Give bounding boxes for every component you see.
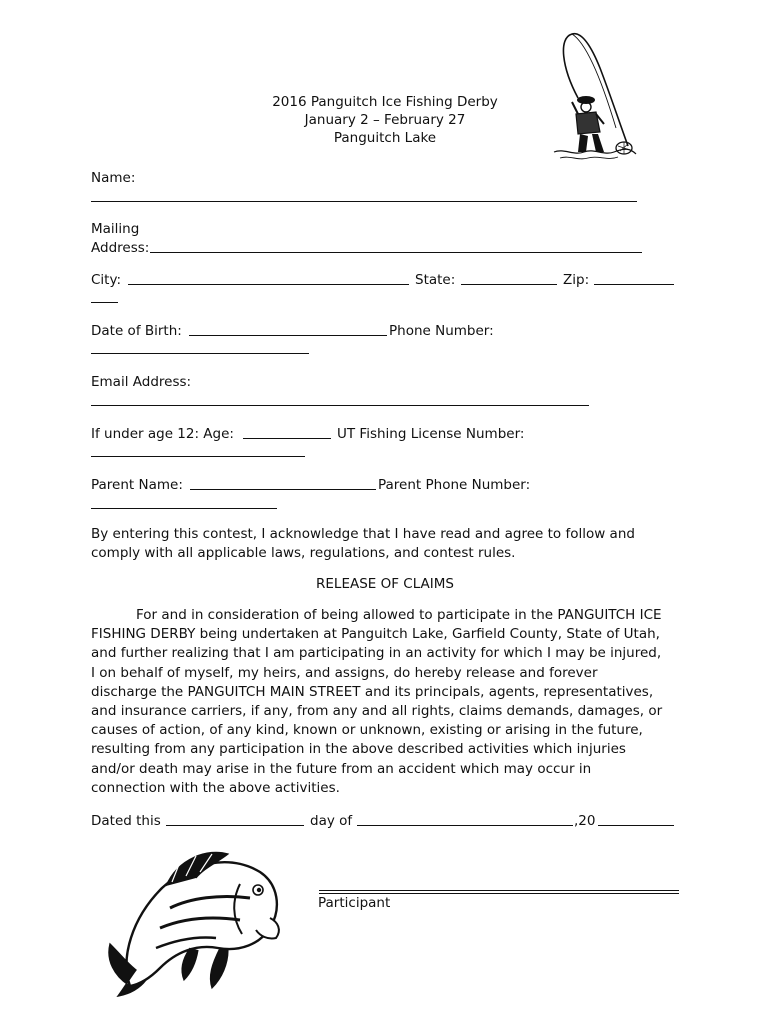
address-field[interactable] bbox=[150, 252, 642, 253]
release-line: causes of action, of any kind, known or unknown, existing or arising in the future, bbox=[91, 722, 643, 739]
dated-month-field[interactable] bbox=[357, 825, 573, 826]
zip-label: Zip: bbox=[563, 272, 590, 288]
acknowledgement-line: By entering this contest, I acknowledge that I have read and agree to follow and bbox=[91, 526, 635, 542]
dated-day-field[interactable] bbox=[166, 825, 304, 826]
license-field[interactable] bbox=[91, 456, 305, 457]
parent-name-label: Parent Name: bbox=[91, 477, 183, 493]
dated-year-field[interactable] bbox=[598, 825, 674, 826]
dob-field[interactable] bbox=[189, 335, 387, 336]
city-field[interactable] bbox=[128, 284, 409, 285]
release-line: and insurance carriers, if any, from any and all rights, claims demands, damages, or bbox=[91, 703, 663, 720]
parent-phone-field[interactable] bbox=[91, 508, 277, 509]
jumping-fish-illustration bbox=[100, 848, 285, 998]
release-heading: RELEASE OF CLAIMS bbox=[316, 576, 454, 592]
dob-label: Date of Birth: bbox=[91, 323, 182, 339]
parent-name-field[interactable] bbox=[190, 489, 376, 490]
release-line: For and in consideration of being allowed to participate in the PANGUITCH ICE bbox=[136, 607, 662, 623]
release-line: FISHING DERBY being undertaken at Panguitch Lake, Garfield County, State of Utah, bbox=[91, 626, 660, 643]
mailing-label: Mailing bbox=[91, 221, 140, 237]
zip-field-continued[interactable] bbox=[91, 302, 118, 303]
release-line: I on behalf of myself, my heirs, and assigns, do hereby release and forever bbox=[91, 664, 598, 681]
zip-field[interactable] bbox=[594, 284, 674, 285]
state-label: State: bbox=[415, 272, 456, 288]
release-line: and/or death may arise in the future from an accident which may occur in bbox=[91, 760, 592, 777]
email-label: Email Address: bbox=[91, 374, 192, 390]
name-label: Name: bbox=[91, 170, 136, 186]
dated-label: Dated this bbox=[91, 813, 161, 829]
derby-dates: January 2 – February 27 bbox=[304, 112, 466, 128]
age-field[interactable] bbox=[243, 438, 331, 439]
acknowledgement-text bbox=[91, 525, 691, 563]
release-line: and further realizing that I am participating in an activity for which I may be injured, bbox=[91, 645, 662, 662]
derby-title: 2016 Panguitch Ice Fishing Derby bbox=[272, 94, 498, 110]
city-label: City: bbox=[91, 272, 122, 288]
acknowledgement-line: comply with all applicable laws, regulations, and contest rules. bbox=[91, 545, 516, 562]
email-field[interactable] bbox=[91, 405, 589, 406]
release-paragraph bbox=[91, 606, 691, 798]
release-line: discharge the PANGUITCH MAIN STREET and its principals, agents, representatives, bbox=[91, 683, 654, 700]
release-line: resulting from any participation in the above described activities which injuries bbox=[91, 741, 626, 758]
address-label: Address: bbox=[91, 240, 150, 256]
age-label: If under age 12: Age: bbox=[91, 426, 234, 442]
derby-location: Panguitch Lake bbox=[333, 130, 437, 146]
parent-phone-label: Parent Phone Number: bbox=[378, 477, 531, 493]
name-field[interactable] bbox=[91, 201, 637, 202]
year-prefix: ,20 bbox=[574, 813, 596, 829]
release-line: connection with the above activities. bbox=[91, 779, 340, 796]
phone-label: Phone Number: bbox=[389, 323, 494, 339]
participant-signature-field[interactable] bbox=[319, 890, 679, 891]
page-header bbox=[0, 93, 770, 147]
license-label: UT Fishing License Number: bbox=[337, 426, 525, 442]
participant-label: Participant bbox=[318, 895, 391, 911]
day-of-label: day of bbox=[310, 813, 353, 829]
phone-field[interactable] bbox=[91, 353, 309, 354]
state-field[interactable] bbox=[461, 284, 557, 285]
